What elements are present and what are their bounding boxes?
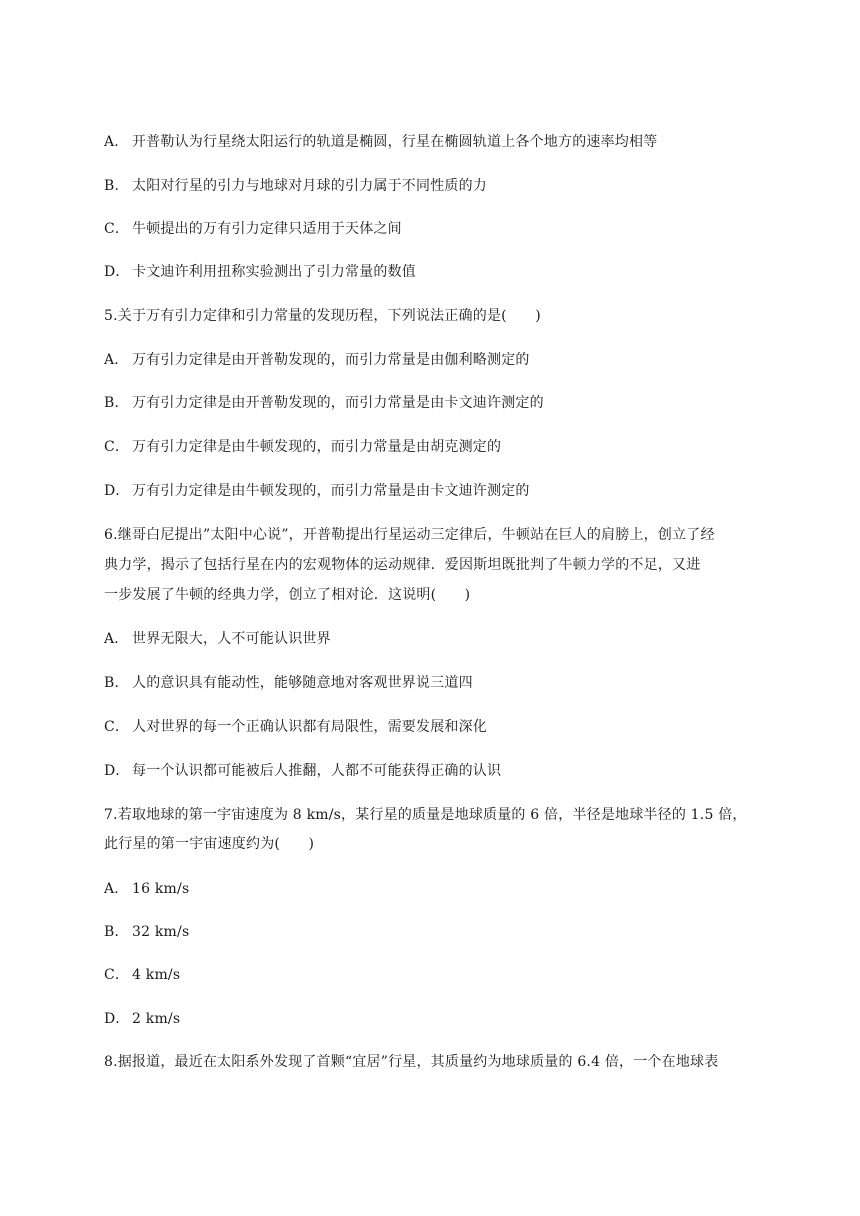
option-text: 太阳对行星的引力与地球对月球的引力属于不同性质的力	[132, 178, 487, 194]
q7-option-c	[104, 965, 760, 985]
option-text: 世界无限大，人不可能认识世界	[132, 631, 331, 647]
option-letter: A．	[104, 352, 129, 368]
option-text: 万有引力定律是由开普勒发现的，而引力常量是由伽利略测定的	[132, 352, 530, 368]
q6-stem-line-2: 典力学，揭示了包括行星在内的宏观物体的运动规律．爱因斯坦既批判了牛顿力学的不足，又进	[104, 557, 701, 573]
option-text: 4 km/s	[132, 967, 181, 983]
option-letter: C．	[104, 439, 130, 455]
option-letter: A．	[104, 881, 129, 897]
q7-option-b	[104, 922, 760, 942]
q8-stem-line-1: 8.据报道，最近在太阳系外发现了首颗“宜居”行星，其质量约为地球质量的 6.4 倍，一个在地球表	[104, 1054, 719, 1070]
q6-stem-line-1: 6.继哥白尼提出”太阳中心说”，开普勒提出行星运动三定律后，牛顿站在巨人的肩膀上，创立了经	[104, 527, 715, 543]
q6-option-b	[104, 673, 760, 693]
q6-option-d	[104, 761, 760, 781]
q6-stem-line-3: 一步发展了牛顿的经典力学，创立了相对论．这说明( )	[104, 587, 471, 603]
option-letter: A．	[104, 631, 129, 647]
option-text: 卡文迪许利用扭称实验测出了引力常量的数值	[132, 264, 416, 280]
q5-option-b	[104, 393, 760, 413]
q5-option-c	[104, 437, 760, 457]
option-text: 每一个认识都可能被后人推翻，人都不可能获得正确的认识	[132, 763, 502, 779]
q7-option-a	[104, 879, 760, 899]
option-letter: D．	[104, 1011, 130, 1027]
option-letter: D．	[104, 483, 130, 499]
option-letter: D．	[104, 264, 130, 280]
option-text: 开普勒认为行星绕太阳运行的轨道是椭圆，行星在椭圆轨道上各个地方的速率均相等	[132, 134, 658, 150]
q5-option-a	[104, 350, 760, 370]
option-letter: C．	[104, 719, 130, 735]
option-text: 万有引力定律是由牛顿发现的，而引力常量是由卡文迪许测定的	[132, 483, 530, 499]
q7-stem-line-2: 此行星的第一宇宙速度约为( )	[104, 836, 315, 852]
q7-stem-line-1: 7.若取地球的第一宇宙速度为 8 km/s，某行星的质量是地球质量的 6 倍，半径是地球半径的 1.5 倍，	[104, 807, 747, 823]
q4-option-d	[104, 262, 760, 282]
q7-option-d	[104, 1009, 760, 1029]
option-letter: A．	[104, 134, 129, 150]
option-letter: C．	[104, 221, 130, 237]
option-letter: B．	[104, 178, 129, 194]
q4-option-c	[104, 219, 760, 239]
option-text: 万有引力定律是由牛顿发现的，而引力常量是由胡克测定的	[132, 439, 502, 455]
option-text: 人对世界的每一个正确认识都有局限性，需要发展和深化	[132, 719, 487, 735]
option-letter: B．	[104, 675, 129, 691]
q5-option-d	[104, 481, 760, 501]
q4-option-b	[104, 176, 760, 196]
q4-option-a	[104, 132, 760, 152]
option-text: 16 km/s	[132, 881, 190, 897]
option-letter: B．	[104, 395, 129, 411]
q6-option-a	[104, 629, 760, 649]
option-letter: C．	[104, 967, 130, 983]
option-text: 2 km/s	[132, 1011, 181, 1027]
option-text: 32 km/s	[132, 924, 190, 940]
q5-stem: 5.关于万有引力定律和引力常量的发现历程，下列说法正确的是( )	[104, 308, 541, 324]
q6-option-c	[104, 717, 760, 737]
option-text: 人的意识具有能动性，能够随意地对客观世界说三道四	[132, 675, 473, 691]
option-letter: D．	[104, 763, 130, 779]
option-letter: B．	[104, 924, 129, 940]
option-text: 牛顿提出的万有引力定律只适用于天体之间	[132, 221, 402, 237]
option-text: 万有引力定律是由开普勒发现的，而引力常量是由卡文迪许测定的	[132, 395, 544, 411]
